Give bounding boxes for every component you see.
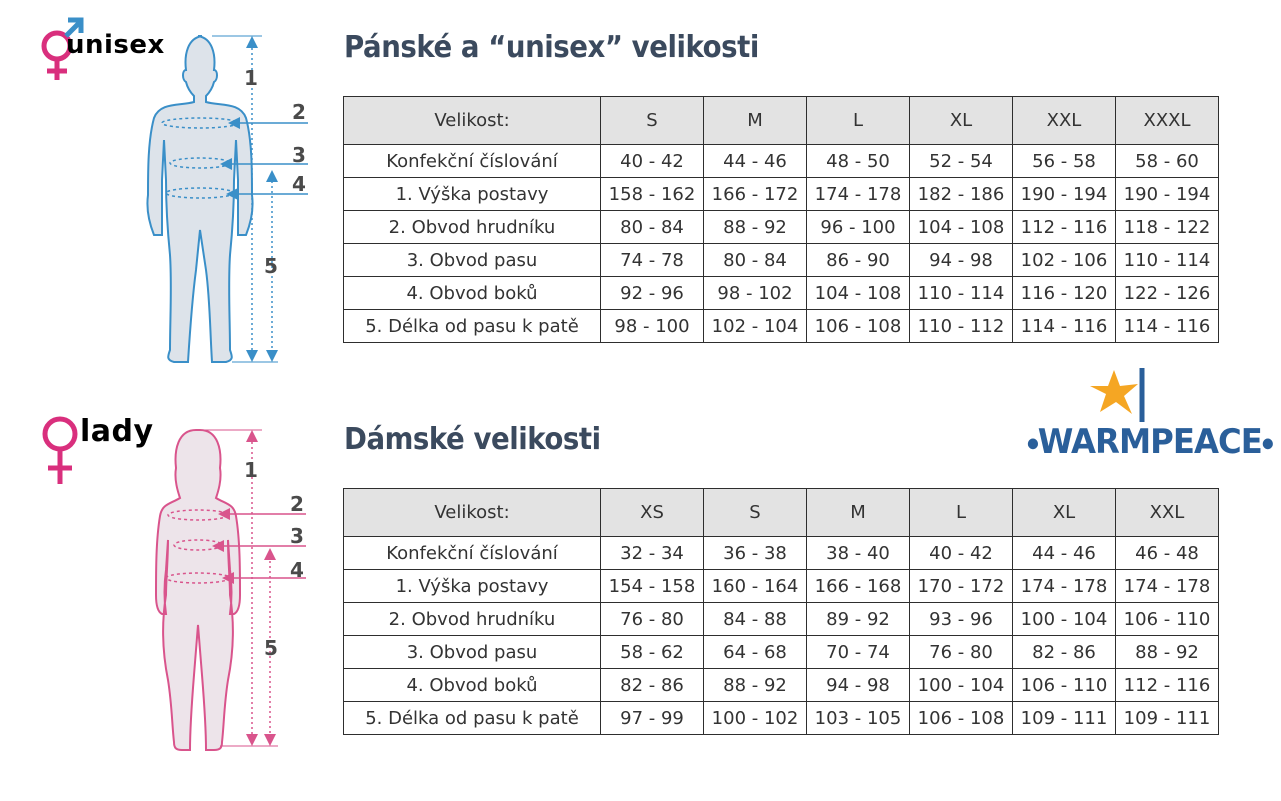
table-cell: 122 - 126	[1116, 277, 1219, 310]
table-cell: 109 - 111	[1116, 702, 1219, 735]
table-cell: 32 - 34	[601, 537, 704, 570]
table-cell: 103 - 105	[807, 702, 910, 735]
table-cell: 88 - 92	[704, 669, 807, 702]
table-row	[344, 702, 1219, 735]
table-cell: 48 - 50	[807, 145, 910, 178]
table-row	[344, 145, 1219, 178]
male-body-figure	[140, 30, 310, 370]
table-header-row	[344, 97, 1219, 145]
table-cell: 74 - 78	[601, 244, 704, 277]
table-row	[344, 211, 1219, 244]
size-header: S	[601, 97, 704, 145]
table-cell: 96 - 100	[807, 211, 910, 244]
row-label: 4. Obvod boků	[344, 277, 601, 310]
table-cell: 36 - 38	[704, 537, 807, 570]
table-cell: 112 - 116	[1116, 669, 1219, 702]
table-cell: 58 - 62	[601, 636, 704, 669]
table-cell: 110 - 112	[910, 310, 1013, 343]
table-row	[344, 310, 1219, 343]
table-cell: 94 - 98	[807, 669, 910, 702]
table-cell: 76 - 80	[910, 636, 1013, 669]
table-cell: 80 - 84	[601, 211, 704, 244]
table-cell: 64 - 68	[704, 636, 807, 669]
unisex-marker-3: 3	[292, 143, 306, 167]
table-cell: 56 - 58	[1013, 145, 1116, 178]
table-cell: 44 - 46	[704, 145, 807, 178]
table-cell: 92 - 96	[601, 277, 704, 310]
table-cell: 106 - 108	[910, 702, 1013, 735]
header-label: Velikost:	[344, 489, 601, 537]
table-cell: 52 - 54	[910, 145, 1013, 178]
lady-tag: lady	[80, 414, 154, 449]
lady-marker-5: 5	[264, 636, 278, 660]
table-cell: 102 - 106	[1013, 244, 1116, 277]
table-cell: 116 - 120	[1013, 277, 1116, 310]
table-cell: 84 - 88	[704, 603, 807, 636]
row-label: 1. Výška postavy	[344, 178, 601, 211]
table-cell: 190 - 194	[1013, 178, 1116, 211]
table-cell: 70 - 74	[807, 636, 910, 669]
table-row	[344, 178, 1219, 211]
table-cell: 104 - 108	[807, 277, 910, 310]
table-cell: 100 - 104	[910, 669, 1013, 702]
size-header: XXXL	[1116, 97, 1219, 145]
table-cell: 40 - 42	[601, 145, 704, 178]
size-header: M	[704, 97, 807, 145]
unisex-size-table	[343, 96, 1219, 343]
table-cell: 93 - 96	[910, 603, 1013, 636]
row-label: 4. Obvod boků	[344, 669, 601, 702]
table-cell: 154 - 158	[601, 570, 704, 603]
table-cell: 100 - 104	[1013, 603, 1116, 636]
table-row	[344, 277, 1219, 310]
table-row	[344, 244, 1219, 277]
table-cell: 106 - 110	[1013, 669, 1116, 702]
size-header: XL	[910, 97, 1013, 145]
size-header: M	[807, 489, 910, 537]
table-cell: 190 - 194	[1116, 178, 1219, 211]
table-cell: 114 - 116	[1013, 310, 1116, 343]
table-header-row	[344, 489, 1219, 537]
size-header: L	[807, 97, 910, 145]
row-label: 3. Obvod pasu	[344, 636, 601, 669]
logo-dot-left: ●	[1027, 435, 1038, 452]
lady-title: Dámské velikosti	[344, 422, 601, 457]
female-gender-icon	[40, 412, 84, 488]
table-cell: 158 - 162	[601, 178, 704, 211]
table-cell: 76 - 80	[601, 603, 704, 636]
table-cell: 118 - 122	[1116, 211, 1219, 244]
unisex-marker-4: 4	[292, 172, 306, 196]
unisex-tag: unisex	[66, 30, 165, 60]
size-header: XS	[601, 489, 704, 537]
row-label: 5. Délka od pasu k patě	[344, 702, 601, 735]
table-cell: 88 - 92	[704, 211, 807, 244]
table-cell: 94 - 98	[910, 244, 1013, 277]
table-row	[344, 537, 1219, 570]
table-cell: 38 - 40	[807, 537, 910, 570]
table-cell: 174 - 178	[1013, 570, 1116, 603]
logo-dot-right: ●	[1261, 435, 1273, 452]
table-cell: 88 - 92	[1116, 636, 1219, 669]
size-header: L	[910, 489, 1013, 537]
table-cell: 166 - 168	[807, 570, 910, 603]
warmpeace-logo	[1022, 366, 1273, 466]
table-cell: 102 - 104	[704, 310, 807, 343]
lady-marker-4: 4	[290, 558, 304, 582]
table-cell: 58 - 60	[1116, 145, 1219, 178]
table-cell: 100 - 102	[704, 702, 807, 735]
table-cell: 166 - 172	[704, 178, 807, 211]
table-cell: 174 - 178	[1116, 570, 1219, 603]
row-label: Konfekční číslování	[344, 537, 601, 570]
table-cell: 106 - 110	[1116, 603, 1219, 636]
lady-marker-3: 3	[290, 524, 304, 548]
header-label: Velikost:	[344, 97, 601, 145]
row-label: 5. Délka od pasu k patě	[344, 310, 601, 343]
table-cell: 44 - 46	[1013, 537, 1116, 570]
row-label: 3. Obvod pasu	[344, 244, 601, 277]
table-cell: 40 - 42	[910, 537, 1013, 570]
table-cell: 46 - 48	[1116, 537, 1219, 570]
table-cell: 98 - 100	[601, 310, 704, 343]
table-cell: 174 - 178	[807, 178, 910, 211]
table-cell: 110 - 114	[1116, 244, 1219, 277]
size-header: S	[704, 489, 807, 537]
table-cell: 89 - 92	[807, 603, 910, 636]
table-cell: 97 - 99	[601, 702, 704, 735]
table-row	[344, 570, 1219, 603]
female-body-figure	[140, 420, 310, 760]
table-cell: 104 - 108	[910, 211, 1013, 244]
table-cell: 112 - 116	[1013, 211, 1116, 244]
table-cell: 82 - 86	[1013, 636, 1116, 669]
row-label: 2. Obvod hrudníku	[344, 603, 601, 636]
table-row	[344, 636, 1219, 669]
table-row	[344, 603, 1219, 636]
star-icon	[1084, 366, 1154, 426]
table-cell: 86 - 90	[807, 244, 910, 277]
table-cell: 109 - 111	[1013, 702, 1116, 735]
unisex-title: Pánské a “unisex” velikosti	[344, 30, 759, 65]
row-label: 1. Výška postavy	[344, 570, 601, 603]
unisex-marker-5: 5	[264, 254, 278, 278]
table-cell: 98 - 102	[704, 277, 807, 310]
row-label: Konfekční číslování	[344, 145, 601, 178]
size-header: XXL	[1013, 97, 1116, 145]
table-cell: 114 - 116	[1116, 310, 1219, 343]
unisex-marker-1: 1	[244, 66, 258, 90]
size-header: XL	[1013, 489, 1116, 537]
lady-marker-1: 1	[244, 458, 258, 482]
brand-name	[1027, 422, 1273, 462]
unisex-marker-2: 2	[292, 100, 306, 124]
table-cell: 82 - 86	[601, 669, 704, 702]
lady-marker-2: 2	[290, 492, 304, 516]
table-row	[344, 669, 1219, 702]
row-label: 2. Obvod hrudníku	[344, 211, 601, 244]
table-cell: 160 - 164	[704, 570, 807, 603]
table-cell: 182 - 186	[910, 178, 1013, 211]
table-cell: 106 - 108	[807, 310, 910, 343]
table-cell: 110 - 114	[910, 277, 1013, 310]
table-cell: 170 - 172	[910, 570, 1013, 603]
lady-size-table	[343, 488, 1219, 735]
size-header: XXL	[1116, 489, 1219, 537]
table-cell: 80 - 84	[704, 244, 807, 277]
brand-text: WARMPEACE	[1037, 422, 1262, 462]
